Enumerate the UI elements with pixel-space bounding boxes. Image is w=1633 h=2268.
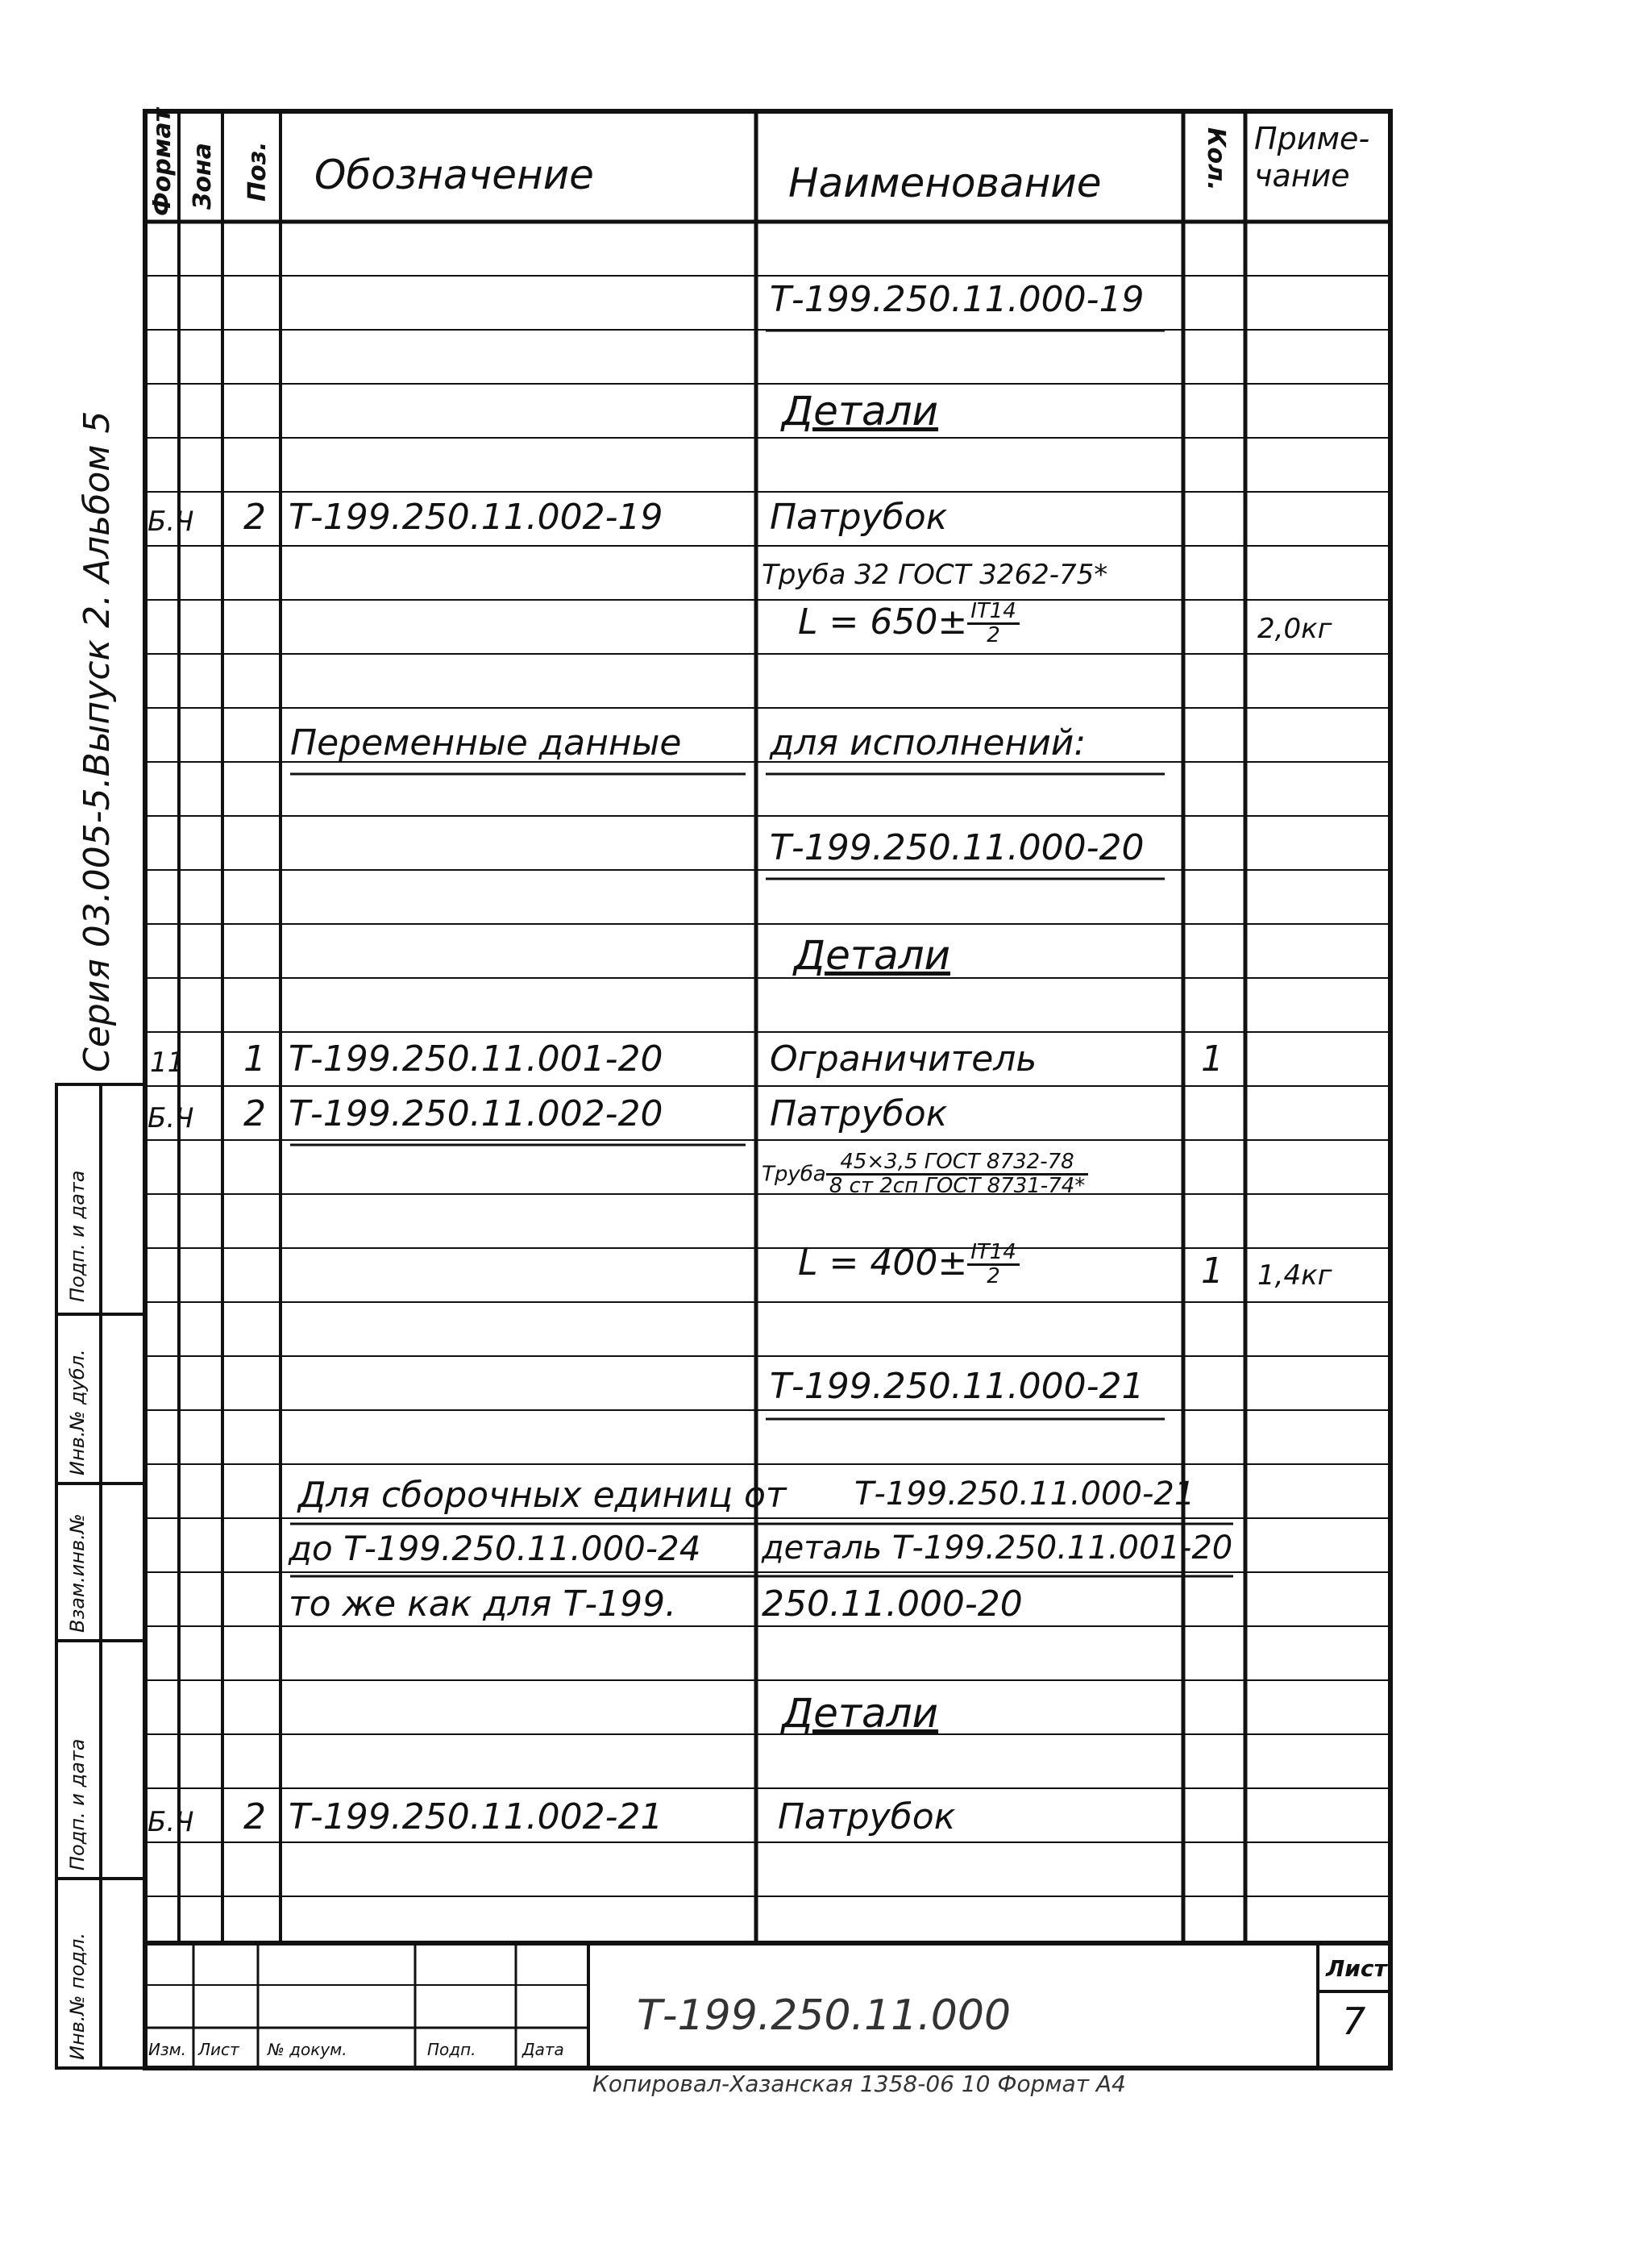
row-11-fraction xyxy=(967,1242,1020,1288)
row-10-frac-den: 8 ст 2сп ГОСТ 8731-74* xyxy=(829,1174,1086,1199)
row-11-note: 1,4кг xyxy=(1257,1259,1332,1292)
header-note-line1: Приме- xyxy=(1254,121,1370,156)
header-note xyxy=(1254,121,1369,194)
row-8-name: Ограничитель xyxy=(770,1038,1037,1080)
outer-frame xyxy=(145,111,1390,2068)
row-17-pos: 2 xyxy=(243,1796,266,1837)
row-8-format: 11 xyxy=(150,1047,185,1079)
row-16-name: Детали xyxy=(782,1690,939,1737)
row-2-designation: Т-199.250.11.002-19 xyxy=(289,497,663,538)
stamp-label-sign-date-1: Подп. и дата xyxy=(66,1170,89,1302)
tb-col-date: Дата xyxy=(522,2040,564,2059)
row-9-designation: Т-199.250.11.002-20 xyxy=(289,1093,663,1134)
tb-doc-number: Т-199.250.11.000 xyxy=(637,1991,1012,2040)
tb-col-docnum: № докум. xyxy=(268,2040,347,2059)
row-12-name: Т-199.250.11.000-21 xyxy=(770,1366,1145,1407)
row-10-frac-num: 45×3,5 ГОСТ 8732-78 xyxy=(826,1151,1089,1176)
header-name: Наименование xyxy=(788,160,1102,206)
row-4-name-prefix: L = 650± xyxy=(798,601,968,643)
row-8-pos: 1 xyxy=(243,1038,266,1080)
row-7-name: Детали xyxy=(794,932,951,979)
row-3-name: Труба 32 ГОСТ 3262-75* xyxy=(762,559,1108,591)
tb-col-sheet: Лист xyxy=(198,2040,239,2059)
row-4-frac-den: 2 xyxy=(987,623,1000,648)
row-17-name: Патрубок xyxy=(778,1796,956,1837)
row-8-designation: Т-199.250.11.001-20 xyxy=(289,1038,663,1080)
row-5-designation: Переменные данные xyxy=(290,722,682,764)
row-11-name-prefix: L = 400± xyxy=(798,1242,968,1284)
row-15-designation: то же как для Т-199. xyxy=(289,1583,677,1625)
row-17-format: Б.Ч xyxy=(148,1806,194,1838)
row-15-name: 250.11.000-20 xyxy=(762,1583,1023,1625)
row-0-name: Т-199.250.11.000-19 xyxy=(770,279,1145,320)
stamp-label-orig-inv: Инв.№ подл. xyxy=(66,1933,89,2060)
row-10-name xyxy=(762,1151,1088,1198)
row-11-qty: 1 xyxy=(1201,1251,1224,1292)
side-series-text: Серия 03.005-5.Выпуск 2. Альбом 5 xyxy=(77,410,118,1072)
row-17-designation: Т-199.250.11.002-21 xyxy=(289,1796,663,1837)
header-zone: Зона xyxy=(189,143,217,210)
row-9-name: Патрубок xyxy=(770,1093,948,1134)
stamp-label-sign-date-2: Подп. и дата xyxy=(66,1738,89,1871)
header-note-line2: чание xyxy=(1254,157,1350,194)
header-format: Формат xyxy=(148,108,177,216)
row-4-note: 2,0кг xyxy=(1257,613,1332,645)
row-10-name-prefix: Труба xyxy=(762,1162,826,1187)
stamp-label-dup-inv: Инв.№ дубл. xyxy=(66,1349,89,1475)
stamp-label-replace-inv: Взам.инв.№ xyxy=(66,1513,89,1633)
tb-sheet-label: Лист xyxy=(1326,1955,1387,1982)
row-2-format: Б.Ч xyxy=(148,506,194,538)
tb-col-change: Изм. xyxy=(148,2040,187,2059)
row-2-name: Патрубок xyxy=(770,497,948,538)
row-10-fraction xyxy=(826,1151,1089,1198)
row-11-name xyxy=(798,1242,1020,1288)
header-pos: Поз. xyxy=(243,141,272,202)
row-9-format: Б.Ч xyxy=(148,1102,194,1134)
row-4-name xyxy=(798,601,1020,647)
row-2-pos: 2 xyxy=(243,497,266,538)
tb-col-sign: Подп. xyxy=(427,2040,476,2059)
row-4-frac-num: IT14 xyxy=(967,601,1020,625)
row-11-frac-num: IT14 xyxy=(967,1242,1020,1266)
row-8-qty: 1 xyxy=(1201,1038,1224,1080)
row-11-frac-den: 2 xyxy=(987,1264,1000,1289)
row-6-name: Т-199.250.11.000-20 xyxy=(770,827,1145,868)
row-5-name: для исполнений: xyxy=(770,722,1087,764)
row-4-fraction xyxy=(967,601,1020,647)
header-designation: Обозначение xyxy=(314,152,594,198)
row-14-designation: до Т-199.250.11.000-24 xyxy=(289,1529,701,1568)
row-13-designation: Для сборочных единиц от xyxy=(298,1475,787,1516)
header-qty: Кол. xyxy=(1202,127,1230,191)
tb-sheet-number: 7 xyxy=(1342,2000,1366,2043)
row-9-pos: 2 xyxy=(243,1093,266,1134)
row-14-name: деталь Т-199.250.11.001-20 xyxy=(762,1529,1233,1567)
row-13-name: Т-199.250.11.000-21 xyxy=(854,1475,1195,1513)
tb-footer: Копировал-Хазанская 1358-06 10 Формат А4 xyxy=(592,2070,1126,2097)
row-1-name: Детали xyxy=(782,388,939,435)
